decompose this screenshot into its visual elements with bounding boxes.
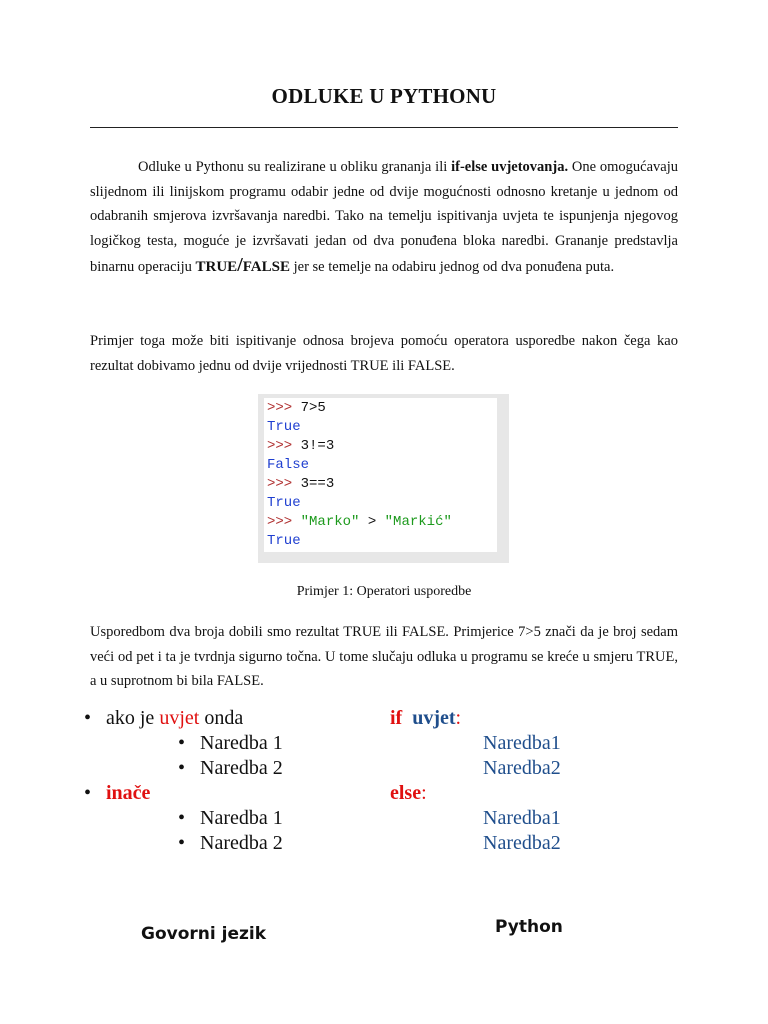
code-input: 7>5 bbox=[300, 400, 326, 416]
bullet: • bbox=[84, 782, 92, 804]
code-string: "Markić" bbox=[384, 514, 452, 530]
spoken-statement bbox=[178, 806, 283, 831]
code-input: 3!=3 bbox=[300, 438, 335, 454]
python-else-keyword: else bbox=[390, 782, 422, 804]
code-input: 3==3 bbox=[300, 476, 335, 492]
bullet: • bbox=[178, 832, 186, 854]
label-spoken-language: Govorni jezik bbox=[141, 924, 267, 944]
bullet: • bbox=[178, 757, 186, 779]
python-colon: : bbox=[421, 782, 427, 804]
spoken-condition: uvjet bbox=[159, 707, 200, 729]
figure-caption: Primjer 1: Operatori usporedbe bbox=[296, 584, 472, 599]
spoken-statement bbox=[178, 831, 283, 856]
title-rule bbox=[90, 127, 678, 128]
code-result: True bbox=[267, 495, 301, 511]
python-condition: uvjet bbox=[412, 707, 456, 729]
spoken-if-pre: ako je bbox=[106, 707, 160, 729]
example-paragraph: Primjer toga može biti ispitivanje odnosa brojeva pomoću operatora usporedbe nakon čega kao rezultat dobivamo jednu od dvije vrijednosti TRUE ili FALSE. bbox=[90, 333, 678, 374]
code-string: "Marko" bbox=[300, 514, 360, 530]
false-term: FALSE bbox=[242, 259, 290, 275]
statement-text: Naredba 2 bbox=[200, 832, 283, 854]
true-term: TRUE bbox=[195, 259, 238, 275]
spoken-if-post: onda bbox=[199, 707, 244, 729]
python-colon: : bbox=[455, 707, 462, 729]
shell-prompt: >>> bbox=[267, 438, 293, 454]
code-operator: > bbox=[359, 514, 385, 530]
statement-text: Naredba 1 bbox=[200, 732, 283, 754]
code-result: True bbox=[267, 419, 301, 435]
code-result: True bbox=[267, 533, 301, 549]
spoken-if-item bbox=[84, 706, 243, 731]
statement-text: Naredba 1 bbox=[200, 807, 283, 829]
spoken-statement bbox=[178, 731, 283, 756]
bullet: • bbox=[84, 707, 92, 729]
python-if-keyword: if bbox=[390, 707, 403, 729]
code-line bbox=[267, 513, 497, 532]
code-line bbox=[267, 437, 497, 456]
statement-text: Naredba 2 bbox=[200, 757, 283, 779]
explanation-paragraph: Usporedbom dva broja dobili smo rezultat TRUE ili FALSE. Primjerice 7>5 znači da je broj sedam veći od pet i ta je tvrdnja sigurno točna. U tome slučaju odluka u programu se kreće u smjeru TRUE, a u suprotnom bi bila FALSE. bbox=[90, 624, 678, 689]
page-title: ODLUKE U PYTHONU bbox=[271, 84, 497, 108]
intro-text-bold: if-else uvjetovanja. bbox=[451, 159, 569, 175]
code-line bbox=[267, 399, 497, 418]
python-statement: Naredba2 bbox=[483, 832, 561, 854]
code-screenshot bbox=[258, 394, 509, 563]
intro-paragraph bbox=[90, 155, 678, 280]
code-result: False bbox=[267, 457, 310, 473]
python-if-line bbox=[390, 706, 461, 731]
python-else-line bbox=[390, 781, 427, 806]
spoken-statement bbox=[178, 756, 283, 781]
python-statement: Naredba1 bbox=[483, 732, 561, 754]
intro-text-a: Odluke u Pythonu su realizirane u obliku grananja ili bbox=[138, 159, 452, 175]
bullet: • bbox=[178, 732, 186, 754]
intro-text-e: jer se temelje na odabiru jednog od dva ponuđena puta. bbox=[289, 259, 615, 275]
shell-prompt: >>> bbox=[267, 400, 293, 416]
label-python: Python bbox=[495, 917, 563, 937]
slash: / bbox=[237, 254, 243, 276]
spoken-else-item bbox=[84, 781, 150, 806]
shell-prompt: >>> bbox=[267, 476, 293, 492]
shell-prompt: >>> bbox=[267, 514, 293, 530]
python-statement: Naredba2 bbox=[483, 757, 561, 779]
true-false-term bbox=[195, 254, 290, 276]
python-shell bbox=[264, 398, 497, 552]
python-statement: Naredba1 bbox=[483, 807, 561, 829]
code-line bbox=[267, 475, 497, 494]
bullet: • bbox=[178, 807, 186, 829]
spoken-else: inače bbox=[106, 782, 151, 804]
intro-text-c: One omogućavaju slijednom ili linijskom programu odabir jedne od dvije mogućnosti odnosno kretanje u jednom od odabranih smjerova izvršavanja naredbi. Tako na temelju ispitivanja uvjeta te ispunjenja njegovog logičkog testa, moguće je izvršavati jedan od dva ponuđena bloka naredbi. Grananje predstavlja binarnu operaciju bbox=[90, 159, 679, 275]
